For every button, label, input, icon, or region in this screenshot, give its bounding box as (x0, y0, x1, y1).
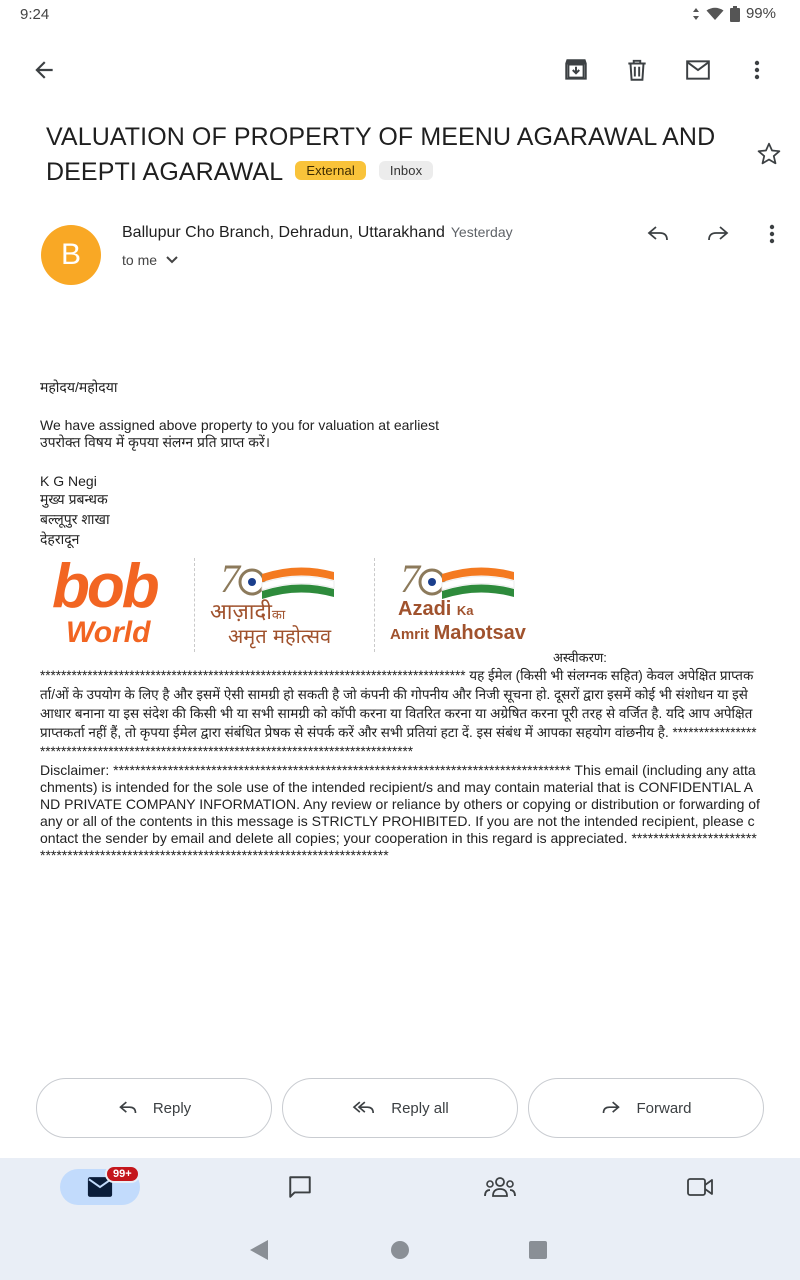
more-options-button[interactable] (733, 46, 781, 94)
system-recents-button[interactable] (528, 1240, 548, 1265)
bob-world-logo (52, 552, 157, 649)
reply-label: Reply (152, 1099, 192, 1117)
sender-name: Ballupur Cho Branch, Dehradun, Uttarakhand (122, 224, 445, 241)
groups-icon (484, 1175, 516, 1199)
more-vert-icon (760, 222, 784, 246)
recipients-text: to me (122, 252, 158, 268)
reply-icon (117, 1098, 139, 1118)
reply-icon-button[interactable] (634, 210, 682, 258)
mark-unread-button[interactable] (674, 46, 722, 94)
forward-label: Forward (636, 1099, 692, 1117)
trash-icon (624, 57, 650, 83)
reply-all-label: Reply all (391, 1099, 449, 1117)
system-home-button[interactable] (390, 1240, 410, 1265)
triangle-back-icon (248, 1238, 270, 1262)
disclaimer-hindi: ********************************************************************************* यह ईमेल (किसी भी संलग्नक सहित) केवल अपेक्षित प्राप्तकर्ता/ओं के उपयोग के लिए है और इसमें ऐसी सामग्री हो सकती है जो कंपनी की गोपनीय और निजी सूचना हो. दूसरों द्वारा इसमें कोई भी संशोधन या इसे आधार बनाना या इस संदेश की किसी भी या सभी सामग्री को कॉपी करना या वितरित करना या अग्रेषित करना पूरी तरह से वर्जित है. यदि आप अपेक्षित प्राप्तकर्ता नहीं हैं, तो कृपया ईमेल द्वारा संबंधित प्रेषक से संपर्क करें और सभी प्रतियां हटा दें. इस संबंध में आपका सहयोग वांछनीय है. *************************************************************************************** (40, 668, 757, 759)
body-line-english: We have assigned above property to you for valuation at earliest (40, 417, 439, 433)
reply-all-icon (351, 1098, 377, 1118)
subject-text: VALUATION OF PROPERTY OF MEENU AGARAWAL AND DEEPTI AGARAWAL (46, 123, 716, 186)
message-more-button[interactable] (748, 210, 796, 258)
star-button[interactable] (745, 130, 793, 178)
battery-level: 99% (745, 5, 776, 22)
bottom-navigation (0, 1158, 800, 1280)
label-external[interactable]: External (295, 161, 366, 180)
mahotsav-english-text: Mahotsav (433, 622, 526, 644)
circle-home-icon (390, 1240, 410, 1260)
signature-title: मुख्य प्रबन्धक (40, 491, 108, 507)
system-back-button[interactable] (248, 1238, 270, 1267)
chevron-down-icon (165, 255, 179, 265)
disclaimer-english: Disclaimer: ************************************************************************************ This email (including any attachments) is intended for the sole use of the intended recipient/s and may contain material that is CONFIDENTIAL AND PRIVATE COMPANY INFORMATION. Any review or reliance by others or copying or distribution or forwarding of any or all of the contents in this message is STRICTLY PROHIBITED. If you are not the intended recipient, please contact the sender by email and delete all copies; your cooperation in this regard is appreciated. *************************************************************************************** (40, 762, 760, 863)
greeting: महोदय/महोदया (40, 379, 118, 395)
archive-button[interactable] (552, 46, 600, 94)
star-icon (756, 141, 782, 167)
label-inbox[interactable]: Inbox (379, 161, 433, 180)
forward-icon-button[interactable] (694, 210, 742, 258)
azadi-english-text: Azadi (398, 598, 452, 620)
signature-name: K G Negi (40, 473, 97, 489)
sender-line (122, 224, 513, 242)
amrit-mahotsav-hindi: अमृत महोत्सव (228, 624, 332, 648)
forward-icon (705, 222, 731, 246)
nav-chat[interactable] (260, 1169, 340, 1205)
arrow-back-icon (31, 57, 57, 83)
svg-text:7: 7 (220, 556, 240, 601)
forward-button[interactable] (528, 1078, 764, 1138)
world-logo-text: World (66, 616, 151, 649)
azadi-hindi-text: आज़ादी (210, 600, 272, 625)
email-subject (46, 120, 746, 190)
svg-text:7: 7 (400, 556, 420, 601)
battery-icon (730, 6, 740, 22)
avatar[interactable]: B (41, 225, 101, 285)
mail-icon (684, 57, 712, 83)
banner-divider (194, 558, 195, 652)
signature-branch: बल्लूपुर शाखा (40, 511, 110, 527)
amrit-english-text: Amrit (390, 626, 430, 643)
azadi-logo-hindi (210, 556, 370, 656)
sent-time: Yesterday (450, 224, 513, 240)
signature-city: देहरादून (40, 531, 80, 547)
video-camera-icon (686, 1176, 714, 1198)
banner-divider (374, 558, 375, 652)
signature-banner (52, 552, 552, 656)
archive-icon (563, 57, 589, 83)
azadi-logo-english (390, 556, 550, 656)
wifi-icon (706, 7, 724, 21)
azadi-english-ka: Ka (456, 603, 474, 618)
nav-mail[interactable] (60, 1169, 140, 1205)
unread-badge: 99+ (105, 1165, 140, 1183)
status-icons (692, 5, 776, 22)
reply-all-button[interactable] (282, 1078, 518, 1138)
disclaimer-heading: अस्वीकरण: (553, 650, 607, 665)
back-button[interactable] (20, 46, 68, 94)
recipients-toggle[interactable] (122, 252, 179, 268)
nav-meet[interactable] (660, 1169, 740, 1205)
data-arrows-icon (692, 7, 700, 21)
forward-icon (600, 1098, 622, 1118)
delete-button[interactable] (613, 46, 661, 94)
square-recents-icon (528, 1240, 548, 1260)
more-vert-icon (745, 58, 769, 82)
status-time: 9:24 (20, 6, 50, 23)
reply-icon (645, 222, 671, 246)
nav-spaces[interactable] (460, 1169, 540, 1205)
bob-logo-text: bob (52, 552, 157, 621)
body-line-hindi: उपरोक्त विषय में कृपया संलग्न प्रति प्राप्त करें। (40, 434, 271, 450)
chat-icon (286, 1174, 314, 1200)
azadi-hindi-ka: का (271, 608, 286, 623)
reply-button[interactable] (36, 1078, 272, 1138)
